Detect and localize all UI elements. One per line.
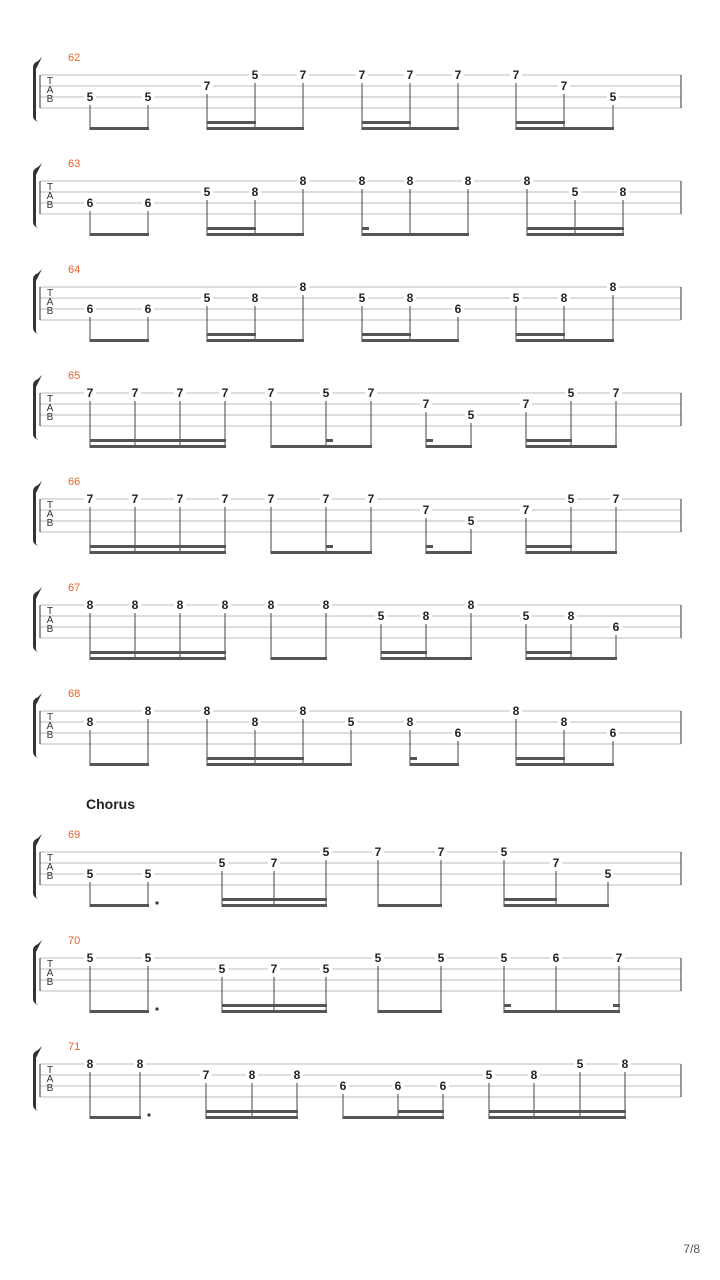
beam	[516, 339, 614, 342]
beam	[207, 121, 256, 124]
fret-number: 5	[567, 492, 575, 506]
tab-clef-letter: T	[46, 606, 54, 617]
fret-number: 5	[567, 386, 575, 400]
fret-number: 8	[560, 715, 568, 729]
beam	[381, 651, 427, 654]
fret-number: 7	[406, 68, 414, 82]
fret-number: 8	[131, 598, 139, 612]
fret-number: 6	[609, 726, 617, 740]
beam	[504, 904, 609, 907]
fret-number: 7	[176, 492, 184, 506]
beam	[222, 898, 327, 901]
beam	[398, 1110, 444, 1113]
tab-clef-letter: B	[46, 977, 54, 988]
tab-clef-letter: A	[46, 297, 54, 308]
measure-number: 65	[68, 370, 81, 382]
beam	[90, 545, 226, 548]
fret-number: 5	[604, 867, 612, 881]
fret-number: 7	[422, 503, 430, 517]
beam	[90, 339, 149, 342]
tab-system	[33, 476, 681, 554]
fret-number: 8	[251, 291, 259, 305]
tab-clef-letter: T	[46, 394, 54, 405]
beam	[527, 233, 624, 236]
beam	[362, 121, 411, 124]
system-bracket	[33, 481, 42, 550]
fret-number: 8	[406, 291, 414, 305]
tab-system	[33, 1041, 681, 1119]
beam	[426, 445, 472, 448]
fret-number: 8	[221, 598, 229, 612]
fret-number: 6	[454, 726, 462, 740]
tab-system	[33, 688, 681, 766]
beam	[90, 657, 226, 660]
fret-number: 8	[567, 609, 575, 623]
fret-number: 7	[267, 386, 275, 400]
beam	[207, 757, 304, 760]
system-bracket	[33, 57, 42, 126]
measure-number: 70	[68, 935, 81, 947]
fret-number: 8	[203, 704, 211, 718]
fret-number: 6	[394, 1079, 402, 1093]
beam	[526, 439, 572, 442]
beam	[271, 657, 327, 660]
beam	[410, 763, 459, 766]
fret-number: 7	[560, 79, 568, 93]
measure-number: 69	[68, 829, 81, 841]
fret-number: 5	[467, 408, 475, 422]
fret-number: 8	[299, 704, 307, 718]
fret-number: 5	[322, 962, 330, 976]
rhythm-dot	[155, 901, 158, 904]
measure-number: 62	[68, 52, 81, 64]
tab-clef-letter: A	[46, 1074, 54, 1085]
rhythm-dot	[155, 1007, 158, 1010]
beam	[362, 339, 459, 342]
fret-number: 6	[612, 620, 620, 634]
fret-number: 8	[299, 174, 307, 188]
beam	[343, 1116, 444, 1119]
tab-clef-letter: A	[46, 968, 54, 979]
fret-number: 6	[86, 302, 94, 316]
beam	[527, 227, 624, 230]
measure-number: 71	[68, 1041, 81, 1053]
fret-number: 5	[571, 185, 579, 199]
fret-number: 8	[248, 1068, 256, 1082]
beam	[526, 445, 617, 448]
fret-number: 5	[512, 291, 520, 305]
beam	[489, 1116, 626, 1119]
fret-number: 7	[367, 386, 375, 400]
beam	[207, 333, 256, 336]
beam	[489, 1110, 626, 1113]
tab-clef-letter: T	[46, 959, 54, 970]
tab-system	[33, 796, 681, 907]
fret-number: 7	[522, 397, 530, 411]
measure-number: 67	[68, 582, 81, 594]
system-bracket	[33, 940, 42, 1009]
beam	[222, 1010, 327, 1013]
fret-number: 5	[374, 951, 382, 965]
system-bracket	[33, 834, 42, 903]
fret-number: 7	[176, 386, 184, 400]
tab-clef-letter: A	[46, 509, 54, 520]
beam	[207, 233, 304, 236]
measure-number: 63	[68, 158, 81, 170]
beam	[378, 904, 442, 907]
beam	[526, 657, 617, 660]
beam	[206, 1116, 298, 1119]
fret-number: 5	[609, 90, 617, 104]
system-bracket	[33, 587, 42, 656]
tab-clef-letter: T	[46, 76, 54, 87]
beam-stub	[326, 439, 333, 442]
beam	[90, 904, 149, 907]
beam	[526, 651, 572, 654]
fret-number: 7	[86, 386, 94, 400]
fret-number: 7	[270, 962, 278, 976]
tab-clef-letter: T	[46, 182, 54, 193]
beam	[90, 439, 226, 442]
fret-number: 8	[293, 1068, 301, 1082]
tab-clef-letter: B	[46, 518, 54, 529]
fret-number: 5	[86, 90, 94, 104]
beam	[90, 1116, 141, 1119]
rhythm-dot	[147, 1113, 150, 1116]
page-number: 7/8	[683, 1242, 700, 1256]
fret-number: 8	[251, 715, 259, 729]
fret-number: 6	[144, 196, 152, 210]
fret-number: 5	[377, 609, 385, 623]
tab-clef-letter: B	[46, 94, 54, 105]
beam-stub	[613, 1004, 620, 1007]
fret-number: 7	[612, 492, 620, 506]
fret-number: 5	[144, 951, 152, 965]
fret-number: 6	[86, 196, 94, 210]
fret-number: 7	[221, 386, 229, 400]
tab-clef-letter: A	[46, 191, 54, 202]
fret-number: 8	[406, 715, 414, 729]
beam-stub	[410, 757, 417, 760]
beam	[516, 763, 614, 766]
fret-number: 7	[612, 386, 620, 400]
beam-stub	[426, 545, 433, 548]
tab-clef-letter: T	[46, 1065, 54, 1076]
fret-number: 7	[454, 68, 462, 82]
fret-number: 8	[176, 598, 184, 612]
tab-clef-letter: B	[46, 306, 54, 317]
fret-number: 8	[609, 280, 617, 294]
fret-number: 5	[86, 951, 94, 965]
beam	[90, 233, 149, 236]
beam-stub	[362, 227, 369, 230]
beam	[362, 127, 459, 130]
fret-number: 5	[322, 386, 330, 400]
beam-stub	[326, 545, 333, 548]
fret-number: 5	[86, 867, 94, 881]
tab-system	[33, 370, 681, 448]
beam	[207, 763, 352, 766]
tab-clef-letter: B	[46, 1083, 54, 1094]
system-bracket	[33, 269, 42, 338]
beam	[362, 333, 411, 336]
fret-number: 5	[347, 715, 355, 729]
fret-number: 7	[203, 79, 211, 93]
beam	[426, 551, 472, 554]
fret-number: 5	[500, 951, 508, 965]
fret-number: 8	[621, 1057, 629, 1071]
fret-number: 5	[358, 291, 366, 305]
fret-number: 7	[358, 68, 366, 82]
fret-number: 5	[322, 845, 330, 859]
system-bracket	[33, 375, 42, 444]
beam	[90, 551, 226, 554]
tab-clef-letter: B	[46, 730, 54, 741]
tab-clef-letter: B	[46, 624, 54, 635]
beam	[90, 1010, 149, 1013]
tab-clef-letter: A	[46, 403, 54, 414]
fret-number: 7	[299, 68, 307, 82]
tab-clef-letter: A	[46, 85, 54, 96]
fret-number: 8	[406, 174, 414, 188]
beam	[271, 551, 372, 554]
fret-number: 8	[422, 609, 430, 623]
fret-number: 7	[367, 492, 375, 506]
beam	[516, 333, 565, 336]
beam	[222, 904, 327, 907]
beam-stub	[426, 439, 433, 442]
beam	[207, 127, 304, 130]
tab-system	[33, 52, 681, 130]
fret-number: 7	[512, 68, 520, 82]
tab-clef-letter: A	[46, 721, 54, 732]
fret-number: 8	[86, 715, 94, 729]
tab-system	[33, 582, 681, 660]
fret-number: 8	[467, 598, 475, 612]
fret-number: 5	[467, 514, 475, 528]
fret-number: 7	[437, 845, 445, 859]
fret-number: 5	[144, 867, 152, 881]
fret-number: 7	[422, 397, 430, 411]
fret-number: 7	[221, 492, 229, 506]
fret-number: 7	[202, 1068, 210, 1082]
fret-number: 7	[322, 492, 330, 506]
fret-number: 8	[136, 1057, 144, 1071]
beam	[526, 551, 617, 554]
fret-number: 7	[131, 492, 139, 506]
fret-number: 8	[523, 174, 531, 188]
beam	[90, 445, 226, 448]
beam	[271, 445, 372, 448]
tab-clef-letter: T	[46, 712, 54, 723]
tab-clef-letter: B	[46, 871, 54, 882]
fret-number: 6	[144, 302, 152, 316]
fret-number: 7	[131, 386, 139, 400]
section-label: Chorus	[86, 796, 135, 812]
fret-number: 5	[576, 1057, 584, 1071]
fret-number: 7	[522, 503, 530, 517]
fret-number: 5	[500, 845, 508, 859]
beam	[207, 339, 304, 342]
fret-number: 8	[560, 291, 568, 305]
tab-system	[33, 935, 681, 1013]
beam	[516, 127, 614, 130]
tab-system	[33, 158, 681, 236]
beam	[90, 127, 149, 130]
fret-number: 7	[615, 951, 623, 965]
fret-number: 5	[522, 609, 530, 623]
beam	[516, 121, 565, 124]
fret-number: 5	[251, 68, 259, 82]
fret-number: 5	[203, 291, 211, 305]
measure-number: 68	[68, 688, 81, 700]
fret-number: 7	[374, 845, 382, 859]
beam	[362, 233, 469, 236]
measure-number: 66	[68, 476, 81, 488]
fret-number: 6	[552, 951, 560, 965]
fret-number: 8	[144, 704, 152, 718]
fret-number: 8	[322, 598, 330, 612]
fret-number: 5	[218, 856, 226, 870]
fret-number: 8	[619, 185, 627, 199]
fret-number: 7	[270, 856, 278, 870]
fret-number: 5	[485, 1068, 493, 1082]
measure-number: 64	[68, 264, 81, 276]
tab-clef-letter: A	[46, 862, 54, 873]
fret-number: 5	[437, 951, 445, 965]
fret-number: 8	[86, 598, 94, 612]
system-bracket	[33, 693, 42, 762]
fret-number: 8	[251, 185, 259, 199]
system-bracket	[33, 1046, 42, 1115]
fret-number: 8	[358, 174, 366, 188]
fret-number: 7	[86, 492, 94, 506]
tab-clef-letter: A	[46, 615, 54, 626]
fret-number: 8	[299, 280, 307, 294]
beam-stub	[504, 1004, 511, 1007]
fret-number: 8	[267, 598, 275, 612]
fret-number: 5	[203, 185, 211, 199]
beam	[504, 1010, 620, 1013]
fret-number: 7	[267, 492, 275, 506]
beam	[90, 651, 226, 654]
tab-clef-letter: T	[46, 500, 54, 511]
tab-clef-letter: T	[46, 853, 54, 864]
fret-number: 5	[218, 962, 226, 976]
fret-number: 6	[339, 1079, 347, 1093]
fret-number: 5	[144, 90, 152, 104]
beam	[222, 1004, 327, 1007]
system-bracket	[33, 163, 42, 232]
tab-clef-letter: B	[46, 200, 54, 211]
fret-number: 6	[439, 1079, 447, 1093]
beam	[207, 227, 256, 230]
fret-number: 7	[552, 856, 560, 870]
tab-clef-letter: B	[46, 412, 54, 423]
fret-number: 8	[512, 704, 520, 718]
fret-number: 8	[464, 174, 472, 188]
fret-number: 8	[530, 1068, 538, 1082]
beam	[526, 545, 572, 548]
beam	[378, 1010, 442, 1013]
tab-system	[33, 264, 681, 342]
beam	[516, 757, 565, 760]
beam	[90, 763, 149, 766]
fret-number: 8	[86, 1057, 94, 1071]
fret-number: 6	[454, 302, 462, 316]
beam	[381, 657, 472, 660]
beam	[504, 898, 557, 901]
beam	[206, 1110, 298, 1113]
tab-clef-letter: T	[46, 288, 54, 299]
